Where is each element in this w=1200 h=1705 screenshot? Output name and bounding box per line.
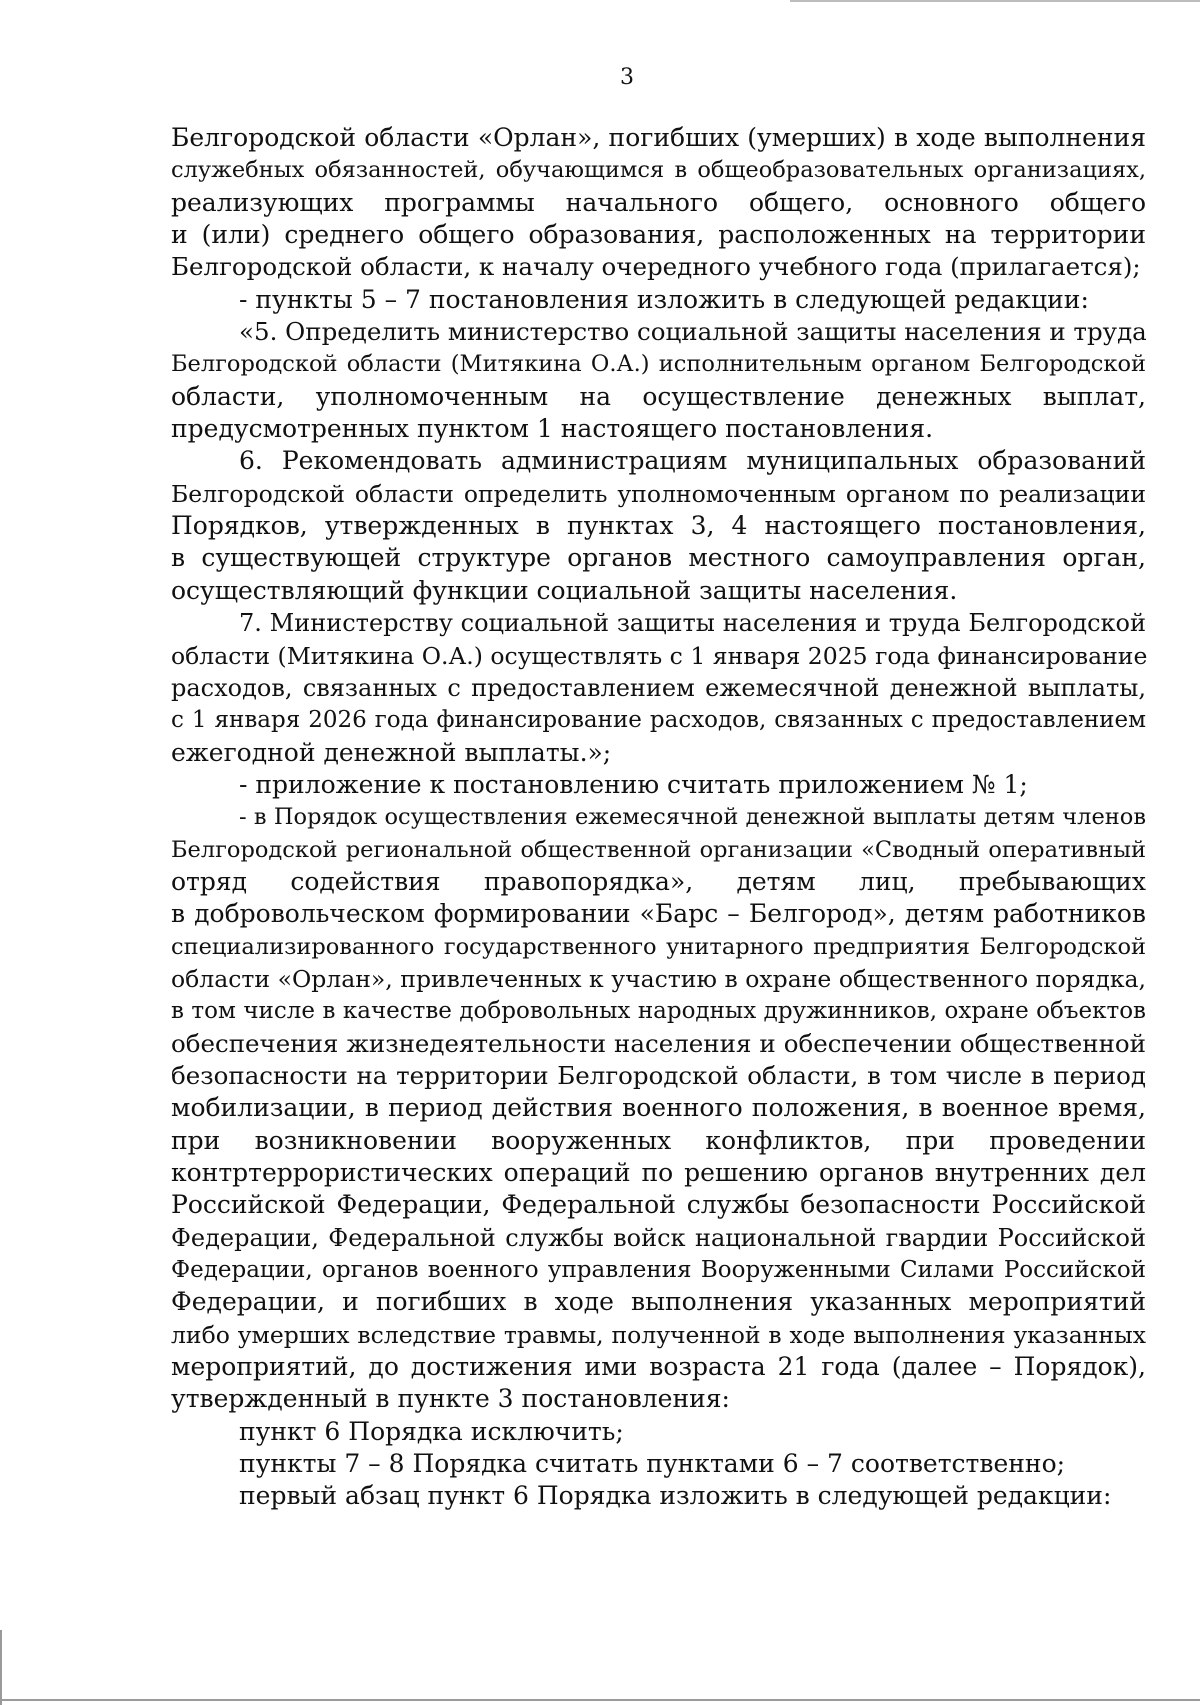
- text-line: пункт 6 Порядка исключить;: [239, 1416, 624, 1446]
- text-line: Белгородской области «Орлан», погибших (умерших) в ходе выполнения: [171, 123, 1146, 152]
- text-line: в том числе в качестве добровольных народных дружинников, охране объектов: [171, 998, 1146, 1025]
- text-line: осуществляющий функции социальной защиты населения.: [171, 575, 958, 605]
- text-line: мобилизации, в период действия военного положения, в военное время,: [171, 1093, 1146, 1123]
- text-line: мероприятий, до достижения ими возраста 21 года (далее – Порядок),: [171, 1352, 1146, 1382]
- text-line: Федерации, органов военного управления Вооруженными Силами Российской: [171, 1257, 1146, 1284]
- text-line: либо умерших вследствие травмы, полученной в ходе выполнения указанных: [171, 1320, 1146, 1349]
- text-line: 7. Министерству социальной защиты населения и труда Белгородской: [239, 609, 1146, 638]
- text-line: - в Порядок осуществления ежемесячной денежной выплаты детям членов: [239, 804, 1146, 831]
- text-line: Белгородской области, к началу очередного учебного года (прилагается);: [171, 252, 1141, 282]
- scan-edge-left: [0, 1630, 2, 1705]
- text-line: «5. Определить министерство социальной защиты населения и труда: [239, 317, 1147, 347]
- text-line: Белгородской области определить уполномоченным органом по реализации: [171, 479, 1146, 508]
- text-line: Российской Федерации, Федеральной службы безопасности Российской: [171, 1190, 1146, 1220]
- text-line: области «Орлан», привлеченных к участию в охране общественного порядка,: [171, 964, 1146, 993]
- text-line: Белгородской региональной общественной организации «Сводный оперативный: [171, 836, 1146, 863]
- text-line: ежегодной денежной выплаты.»;: [171, 737, 612, 767]
- text-line: утвержденный в пункте 3 постановления:: [171, 1384, 730, 1414]
- text-line: при возникновении вооруженных конфликтов, при проведении: [171, 1125, 1146, 1155]
- text-line: в добровольческом формировании «Барс – Белгород», детям работников: [171, 899, 1146, 929]
- text-line: - приложение к постановлению считать приложением № 1;: [239, 769, 1028, 799]
- text-line: Белгородской области (Митякина О.А.) исполнительным органом Белгородской: [171, 351, 1146, 378]
- text-line: отряд содействия правопорядка», детям лиц, пребывающих: [171, 866, 1146, 896]
- scan-edge-top: [790, 0, 1200, 2]
- text-line: области (Митякина О.А.) осуществлять с 1 января 2025 года финансирование: [171, 641, 1148, 670]
- text-line: специализированного государственного унитарного предприятия Белгородской: [171, 933, 1146, 960]
- text-line: обеспечения жизнедеятельности населения и обеспечении общественной: [171, 1028, 1146, 1058]
- text-line: Порядков, утвержденных в пунктах 3, 4 настоящего постановления,: [171, 511, 1146, 541]
- scan-edge-bottom: [0, 1699, 1200, 1701]
- text-line: в существующей структуре органов местного самоуправления орган,: [171, 543, 1146, 573]
- text-line: - пункты 5 – 7 постановления изложить в следующей редакции:: [239, 284, 1089, 314]
- page-number: 3: [620, 65, 634, 90]
- text-line: реализующих программы начального общего, основного общего: [171, 187, 1146, 217]
- text-line: с 1 января 2026 года финансирование расходов, связанных с предоставлением: [171, 707, 1146, 734]
- text-line: Федерации, и погибших в ходе выполнения указанных мероприятий: [171, 1287, 1146, 1317]
- text-line: служебных обязанностей, обучающимся в общеобразовательных организациях,: [171, 157, 1146, 184]
- text-line: контртеррористических операций по решению органов внутренних дел: [171, 1158, 1146, 1187]
- text-line: 6. Рекомендовать администрациям муниципальных образований: [239, 446, 1146, 476]
- text-line: безопасности на территории Белгородской области, в том числе в период: [171, 1060, 1146, 1090]
- text-line: расходов, связанных с предоставлением ежемесячной денежной выплаты,: [171, 673, 1146, 702]
- text-line: первый абзац пункт 6 Порядка изложить в следующей редакции:: [239, 1481, 1112, 1511]
- document-body: [171, 122, 1146, 1513]
- text-line: области, уполномоченным на осуществление денежных выплат,: [171, 381, 1146, 411]
- text-line: Федерации, Федеральной службы войск национальной гвардии Российской: [171, 1223, 1146, 1252]
- text-line: пункты 7 – 8 Порядка считать пунктами 6 – 7 соответственно;: [239, 1449, 1066, 1479]
- text-line: предусмотренных пунктом 1 настоящего постановления.: [171, 414, 934, 444]
- text-line: и (или) среднего общего образования, расположенных на территории: [171, 220, 1146, 250]
